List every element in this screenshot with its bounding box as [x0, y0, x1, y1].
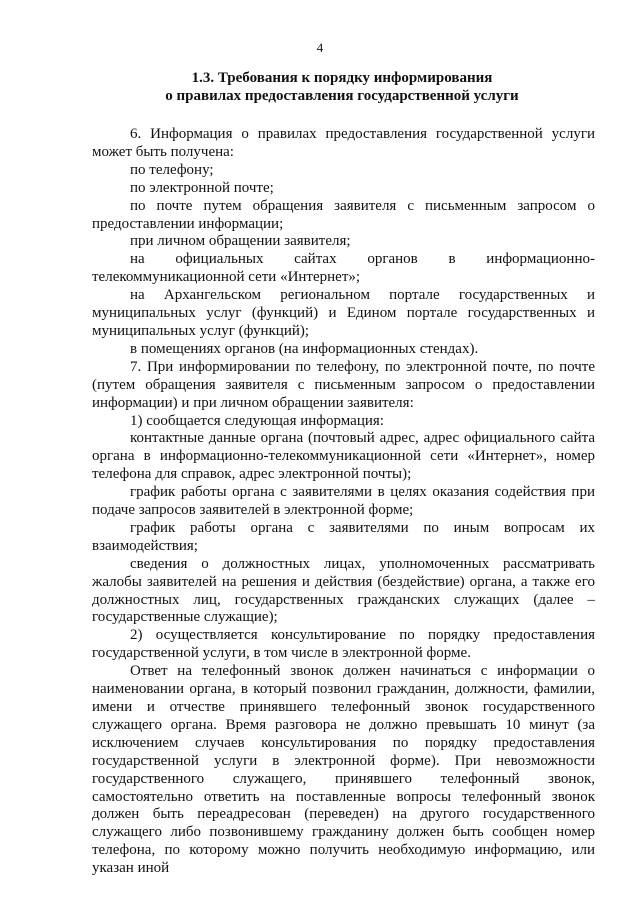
list-item: по телефону; — [130, 161, 214, 178]
list-item: по электронной почте; — [130, 179, 274, 196]
list-item: сведения о должностных лицах, уполномоченных рассматривать жалобы заявителей на решения и действия (бездействие) органа, а также его должностных лиц, государственных гражданских служащих (далее – государственные служащие); — [92, 555, 595, 626]
paragraph: Ответ на телефонный звонок должен начинаться с информации о наименовании органа, в который позвонил гражданин, должности, фамилии, имени и отчестве принявшего телефонный звонок государственного служащего органа. Время разговора не должно превышать 10 минут (за исключением случаев консультирования по порядку предоставления государственной услуги в электронной форме). При невозможности государственного служащего, принявшего телефонный звонок, самостоятельно ответить на поставленные вопросы телефонный звонок должен быть переадресован (переведен) на другого государственного служащего либо позвонившему гражданину должен быть сообщен номер телефона, по которому можно получить необходимую информацию, или указан иной — [92, 663, 595, 877]
paragraph: 7. При информировании по телефону, по электронной почте, по почте (путем обращения заявителя с письменным запросом о предоставлении информации) и при личном обращении заявителя: — [92, 358, 595, 411]
list-item: график работы органа с заявителями по иным вопросам их взаимодействия; — [92, 519, 595, 554]
section-heading-line-2: о правилах предоставления государственной услуги — [165, 88, 519, 104]
paragraph: 6. Информация о правилах предоставления государственной услуги может быть получена: — [92, 126, 595, 160]
list-item: по почте путем обращения заявителя с письменным запросом о предоставлении информации; — [92, 197, 595, 232]
section-heading-line-1: 1.3. Требования к порядку информирования — [191, 70, 493, 86]
list-item: график работы органа с заявителями в целях оказания содействия при подаче запросов заявителей в электронной форме; — [92, 484, 595, 519]
list-item: контактные данные органа (почтовый адрес, адрес официального сайта органа в информационно-телекоммуникационной сети «Интернет», номер телефона для справок, адрес электронной почты); — [92, 430, 595, 483]
page-number: 4 — [316, 40, 324, 55]
list-item: 2) осуществляется консультирование по порядку предоставления государственной услуги, в том числе в электронной форме. — [92, 627, 595, 662]
list-item: 1) сообщается следующая информация: — [130, 412, 384, 429]
list-item: на Архангельском региональном портале государственных и муниципальных услуг (функций) и Едином портале государственных и муниципальных услуг (функций); — [92, 287, 595, 339]
document-body — [92, 126, 595, 878]
section-heading — [92, 69, 592, 105]
list-item: в помещениях органов (на информационных стендах). — [130, 340, 479, 357]
list-item: на официальных сайтах органов в информационно-телекоммуникационной сети «Интернет»; — [92, 251, 595, 286]
list-item: при личном обращении заявителя; — [130, 233, 351, 250]
